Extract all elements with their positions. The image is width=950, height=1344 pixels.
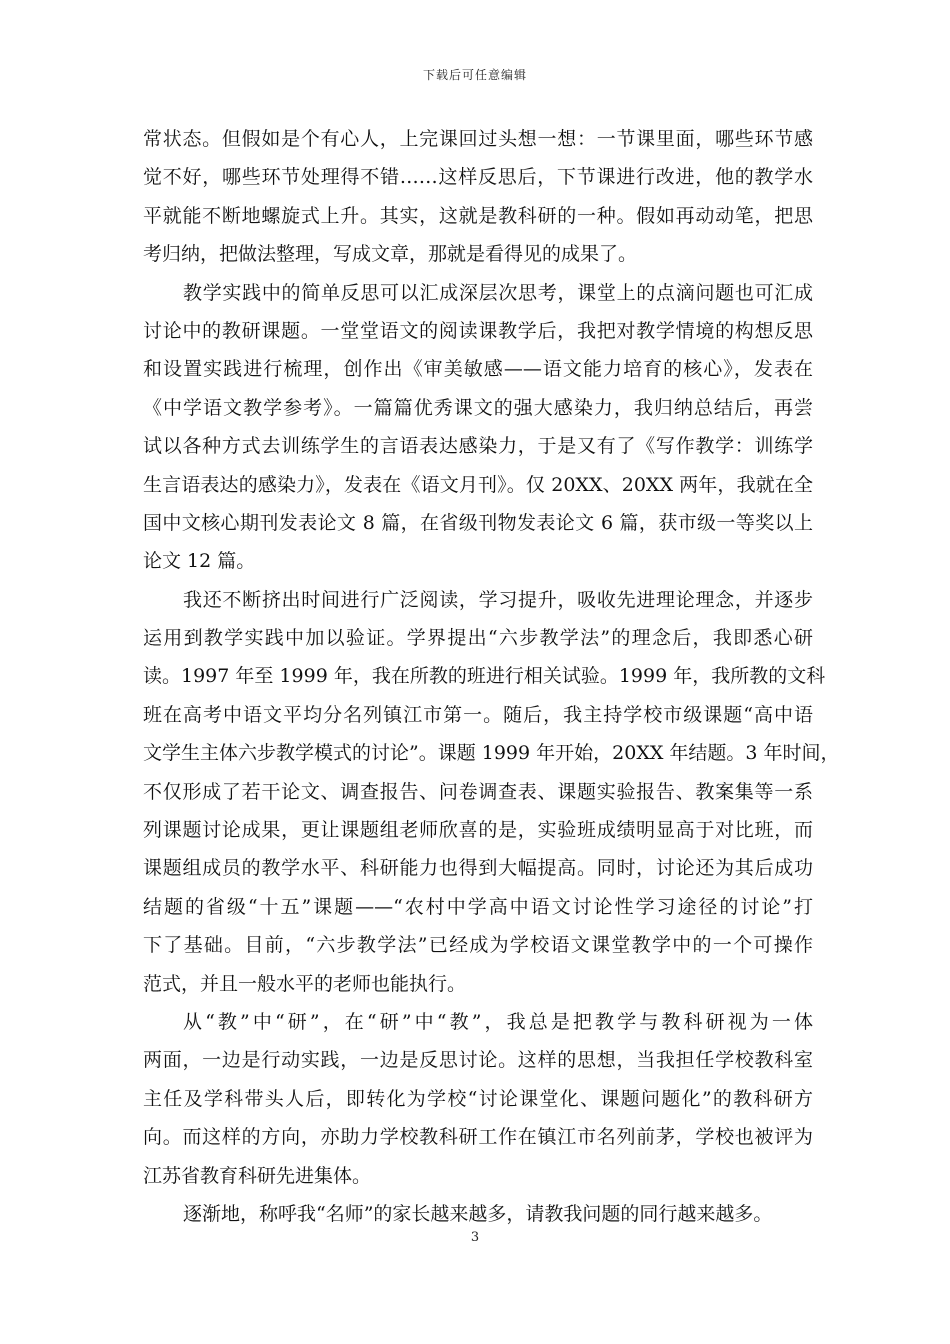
text-line: 两面，一边是行动实践，一边是反思讨论。这样的思想，当我担任学校教科室: [143, 1049, 813, 1072]
text-line: 列课题讨论成果，更让课题组老师欣喜的是，实验班成绩明显高于对比班，而: [143, 819, 813, 842]
text-line: 国中文核心期刊发表论文 8 篇，在省级刊物发表论文 6 篇，获市级一等奖以上: [143, 511, 813, 534]
text-line: 试以各种方式去训练学生的言语表达感染力，于是又有了《写作教学：训练学: [143, 435, 813, 458]
text-line: 教学实践中的简单反思可以汇成深层次思考，课堂上的点滴问题也可汇成: [183, 281, 813, 304]
document-body: [143, 120, 840, 1233]
text-line: 逐渐地，称呼我“名师”的家长越来越多，请教我问题的同行越来越多。: [183, 1202, 773, 1225]
text-line: 论文 12 篇。: [143, 550, 256, 573]
text-line: 运用到教学实践中加以验证。学界提出“六步教学法”的理念后，我即悉心研: [143, 627, 813, 650]
text-line: 《中学语文教学参考》。一篇篇优秀课文的强大感染力，我归纳总结后，再尝: [143, 396, 813, 419]
paragraph: [143, 274, 813, 581]
text-line: 不仅形成了若干论文、调查报告、问卷调查表、课题实验报告、教案集等一系: [143, 780, 813, 803]
paragraph: [143, 120, 813, 274]
text-line: 平就能不断地螺旋式上升。其实，这就是教科研的一种。假如再动动笔，把思: [143, 204, 813, 227]
text-line: 主任及学科带头人后，即转化为学校“讨论课堂化、课题问题化”的教科研方: [143, 1087, 813, 1110]
paragraph: [143, 581, 840, 1003]
text-line: 向。而这样的方向，亦助力学校教科研工作在镇江市名列前茅，学校也被评为: [143, 1126, 813, 1149]
text-line: 班在高考中语文平均分名列镇江市第一。随后，我主持学校市级课题“高中语: [143, 703, 813, 726]
text-line: 从“教”中“研”，在“研”中“教”，我总是把教学与教科研视为一体: [183, 1010, 813, 1033]
text-line: 读。1997 年至 1999 年，我在所教的班进行相关试验。1999 年，我所教的文科: [143, 665, 826, 688]
text-line: 下了基础。目前，“六步教学法”已经成为学校语文课堂教学中的一个可操作: [143, 934, 813, 957]
page-number: 3: [470, 1230, 480, 1245]
text-line: 觉不好，哪些环节处理得不错……这样反思后，下节课进行改进，他的教学水: [143, 166, 813, 189]
paragraph: [143, 1195, 813, 1233]
text-line: 讨论中的教研课题。一堂堂语文的阅读课教学后，我把对教学情境的构想反思: [143, 319, 813, 342]
text-line: 文学生主体六步教学模式的讨论”。课题 1999 年开始，20XX 年结题。3 年时间，: [143, 742, 840, 765]
text-line: 我还不断挤出时间进行广泛阅读，学习提升，吸收先进理论理念，并逐步: [183, 588, 813, 611]
text-line: 江苏省教育科研先进集体。: [143, 1164, 372, 1187]
text-line: 结题的省级“十五”课题——“农村中学高中语文讨论性学习途径的讨论”打: [143, 895, 813, 918]
paragraph: [143, 1003, 813, 1195]
text-line: 和设置实践进行梳理，创作出《审美敏感——语文能力培育的核心》，发表在: [143, 358, 813, 381]
text-line: 常状态。但假如是个有心人，上完课回过头想一想：一节课里面，哪些环节感: [143, 128, 813, 150]
text-line: 生言语表达的感染力》，发表在《语文月刊》。仅 20XX、20XX 两年，我就在全: [143, 473, 813, 496]
text-line: 考归纳，把做法整理，写成文章，那就是看得见的成果了。: [143, 243, 638, 266]
page-header: 下载后可任意编辑: [422, 68, 527, 82]
text-line: 范式，并且一般水平的老师也能执行。: [143, 972, 467, 995]
text-line: 课题组成员的教学水平、科研能力也得到大幅提高。同时，讨论还为其后成功: [143, 857, 813, 880]
